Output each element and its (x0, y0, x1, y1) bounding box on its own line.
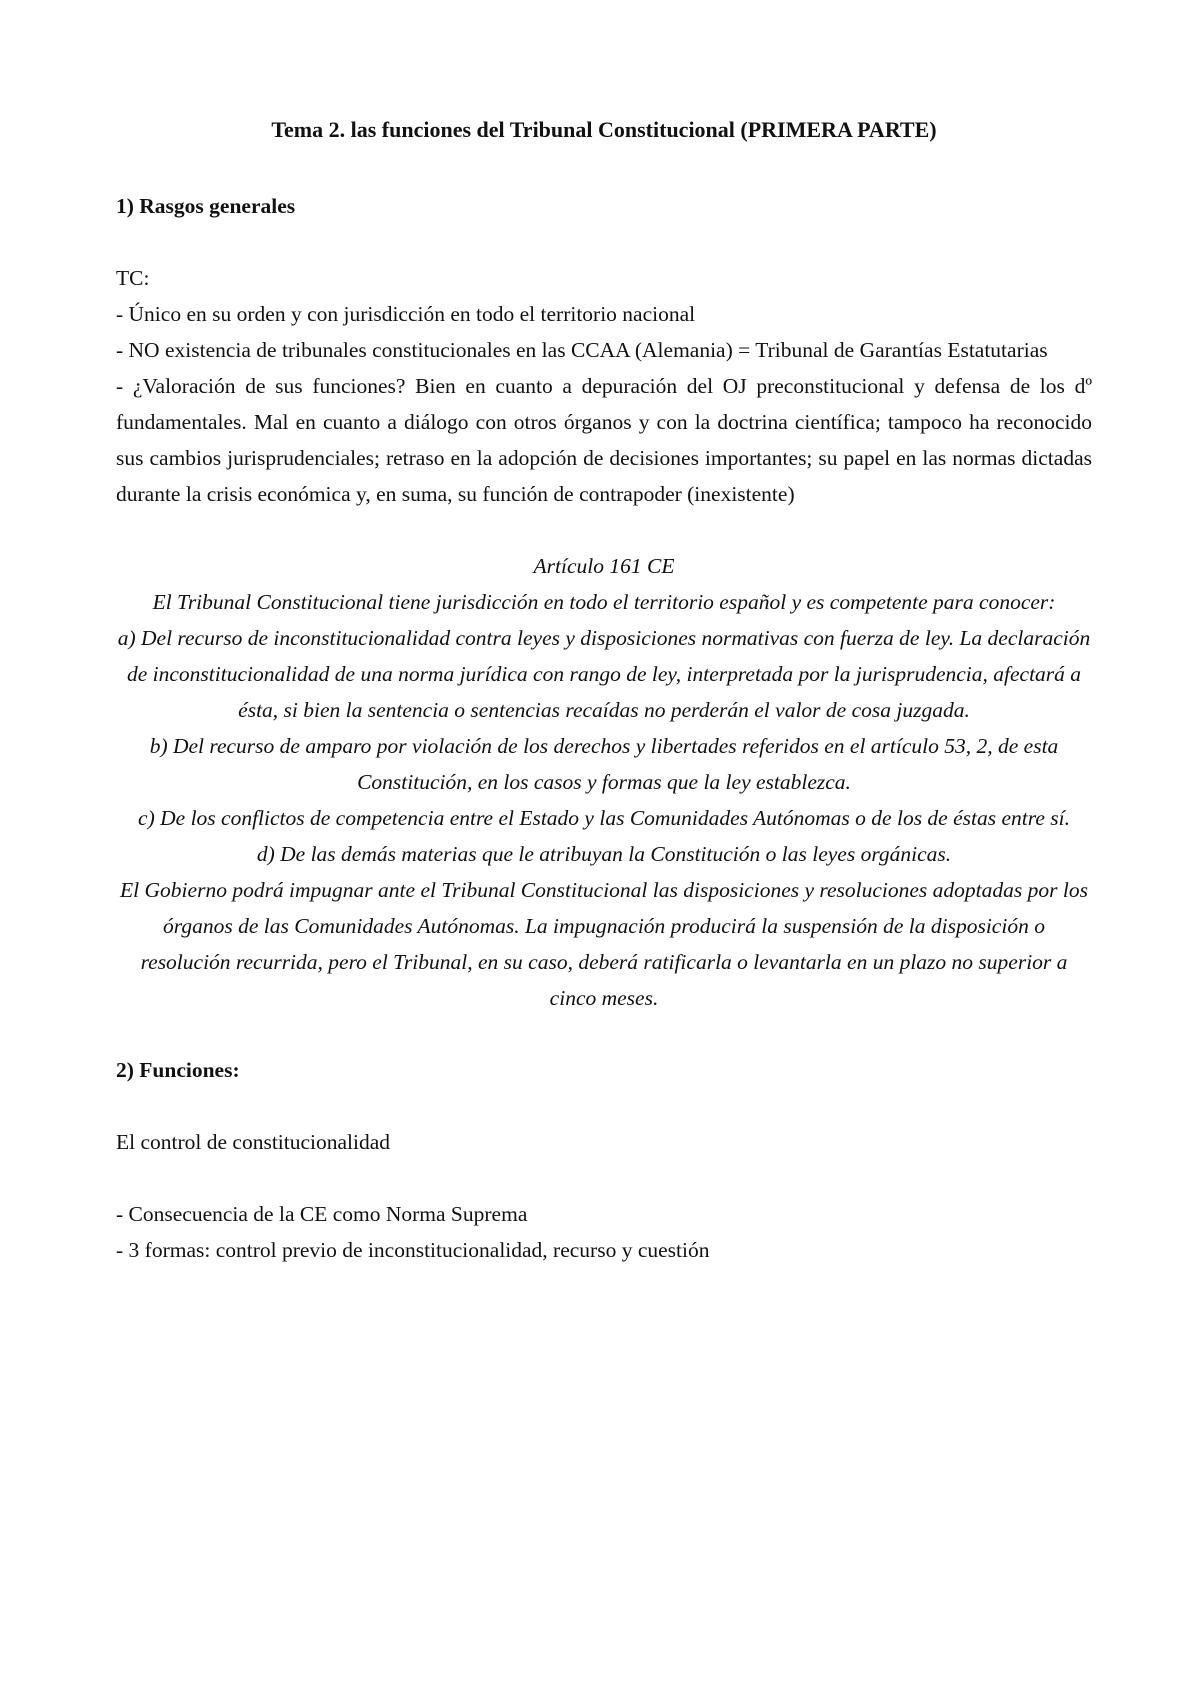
article-intro: El Tribunal Constitucional tiene jurisdicción en todo el territorio español y es competente para conocer: (152, 590, 1056, 614)
subheading-control: El control de constitucionalidad (116, 1130, 391, 1154)
spacer (116, 1160, 1092, 1196)
intro-label: TC: (116, 266, 150, 290)
bullet-item: - Consecuencia de la CE como Norma Suprema (116, 1202, 528, 1226)
article-item-d: d) De las demás materias que le atribuyan la Constitución o las leyes orgánicas. (256, 842, 952, 866)
bullet-item: - 3 formas: control previo de inconstitucionalidad, recurso y cuestión (116, 1238, 710, 1262)
spacer (116, 1016, 1092, 1052)
spacer (116, 1088, 1092, 1124)
article-quote (116, 548, 1092, 1016)
section-heading-funciones: 2) Funciones: (116, 1058, 240, 1082)
bullet-item: - ¿Valoración de sus funciones? Bien en cuanto a depuración del OJ preconstitucional y defensa de los dº fundamentales. Mal en cuanto a diálogo con otros órganos y con la doctrina científica; tampoco ha reconocido sus cambios jurisprudenciales; retraso en la adopción de decisiones importantes; su papel en las normas dictadas durante la crisis económica y, en suma, su función de contrapoder (inexistente) (116, 374, 1092, 506)
article-item-a: a) Del recurso de inconstitucionalidad contra leyes y disposiciones normativas con fuerza de ley. La declaración de inconstitucionalidad de una norma jurídica con rango de ley, interpretada por la jurisprudencia, afectará a ésta, si bien la sentencia o sentencias recaídas no perderán el valor de cosa juzgada. (117, 626, 1091, 722)
bullet-item: - Único en su orden y con jurisdicción en todo el territorio nacional (116, 302, 696, 326)
article-item-b: b) Del recurso de amparo por violación de los derechos y libertades referidos en el artículo 53, 2, de esta Constitución, en los casos y formas que la ley establezca. (149, 734, 1059, 794)
spacer (116, 224, 1092, 260)
article-title: Artículo 161 CE (533, 554, 675, 578)
spacer (116, 152, 1092, 188)
article-paragraph-2: El Gobierno podrá impugnar ante el Tribunal Constitucional las disposiciones y resoluciones adoptadas por los órganos de las Comunidades Autónomas. La impugnación producirá la suspensión de la disposición o resolución recurrida, pero el Tribunal, en su caso, deberá ratificarla o levantarla en un plazo no superior a cinco meses. (120, 878, 1088, 1010)
spacer (116, 512, 1092, 548)
document-content (116, 112, 1092, 1268)
article-item-c: c) De los conflictos de competencia entre el Estado y las Comunidades Autónomas o de los de éstas entre sí. (138, 806, 1070, 830)
bullet-item: - NO existencia de tribunales constitucionales en las CCAA (Alemania) = Tribunal de Garantías Estatutarias (116, 338, 1048, 362)
section-heading-rasgos: 1) Rasgos generales (116, 194, 296, 218)
document-title: Tema 2. las funciones del Tribunal Constitucional (PRIMERA PARTE) (271, 117, 937, 142)
